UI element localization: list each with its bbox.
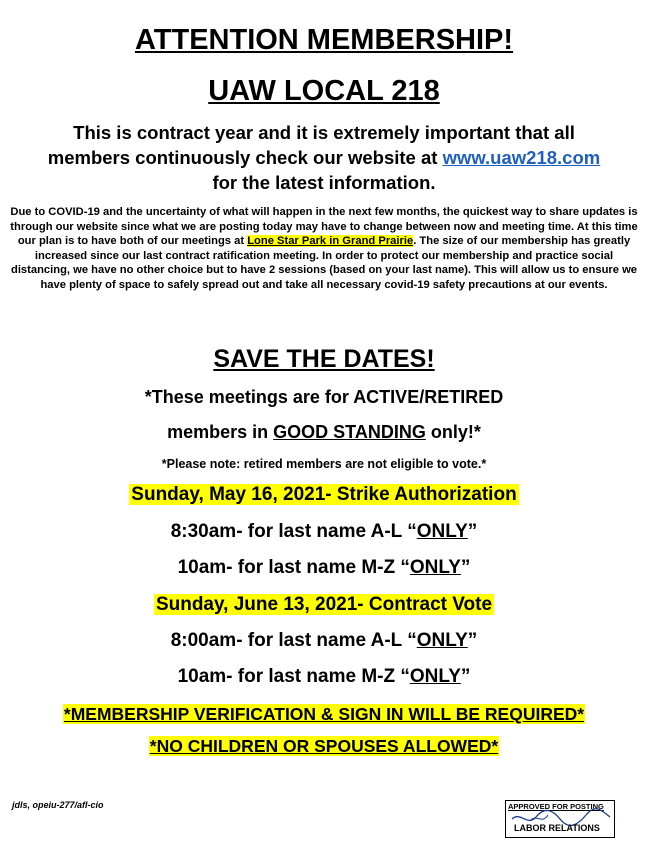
stamp-top-text: APPROVED FOR POSTING (508, 802, 604, 811)
verification-requirement (0, 702, 648, 726)
quote-close: ” (467, 630, 478, 651)
no-children-text: *NO CHILDREN OR SPOUSES ALLOWED* (149, 736, 499, 756)
meeting-2-session-1 (0, 628, 648, 654)
only-text: ONLY (416, 630, 468, 651)
notice-title: ATTENTION MEMBERSHIP! (134, 24, 514, 56)
meeting-date-1-text: Sunday, May 16, 2021- Strike Authorization (131, 484, 517, 505)
session-text: 10am- for last name M-Z “ (177, 666, 410, 687)
meeting-date-2 (0, 592, 648, 618)
intro-line-1: This is contract year and it is extremely important that all (73, 122, 575, 143)
quote-close: ” (467, 521, 478, 542)
session-text: 8:00am- for last name A-L “ (170, 630, 417, 651)
session-text: 8:30am- for last name A-L “ (170, 521, 417, 542)
save-the-dates-heading: SAVE THE DATES! (213, 345, 435, 373)
meeting-1-session-1 (0, 519, 648, 545)
only-text: ONLY (409, 666, 461, 687)
covid-notice-paragraph (10, 205, 638, 293)
only-text: ONLY (409, 557, 461, 578)
intro-paragraph (0, 120, 648, 195)
intro-line-2-text: members continuously check our website at (47, 147, 443, 168)
eligibility-line-2-suffix: only!* (425, 422, 481, 442)
no-children-requirement (0, 734, 648, 758)
eligibility-line-2-prefix: members in (167, 422, 274, 442)
quote-close: ” (460, 557, 471, 578)
session-text: 10am- for last name M-Z “ (177, 557, 410, 578)
notice-text-part1: Due to COVID-19 and the uncertainty of what will happen in the next few months, the quickest way to share updates is through our website since what we are posting today may have to change between now and meeting time. At this time our plan is to have both of our meetings at (10, 206, 638, 248)
meeting-location: Lone Star Park in Grand Prairie (247, 235, 414, 248)
verification-text: *MEMBERSHIP VERIFICATION & SIGN IN WILL BE REQUIRED* (63, 704, 585, 724)
meeting-date-2-text: Sunday, June 13, 2021- Contract Vote (155, 594, 493, 615)
intro-line-2 (0, 145, 648, 170)
only-text: ONLY (416, 521, 468, 542)
union-label: jdls, opeiu-277/afl-cio (12, 800, 104, 810)
eligibility-line-1: *These meetings are for ACTIVE/RETIRED (144, 387, 504, 407)
stamp-bottom-text: LABOR RELATIONS (514, 823, 600, 833)
website-link[interactable]: www.uaw218.com (442, 147, 601, 168)
approval-stamp (505, 800, 615, 838)
good-standing-text: GOOD STANDING (273, 422, 426, 442)
intro-line-3: for the latest information. (212, 172, 436, 193)
retiree-vote-note: *Please note: retired members are not eligible to vote.* (161, 457, 487, 471)
meeting-1-session-2 (0, 555, 648, 581)
eligibility-line-2 (0, 420, 648, 444)
union-local-title: UAW LOCAL 218 (208, 75, 440, 107)
quote-close: ” (460, 666, 471, 687)
meeting-date-1 (0, 482, 648, 508)
meeting-2-session-2 (0, 664, 648, 690)
notice-text-part2: . The size of our membership has greatly increased since our last contract ratification meeting. In order to protect our membership and practice social distancing, we have no other choice but to have 2 sessions (based on your last name). This will allow us to ensure we have plenty of space to safely spread out and take all necessary covid-19 safety precautions at our events. (10, 235, 638, 291)
